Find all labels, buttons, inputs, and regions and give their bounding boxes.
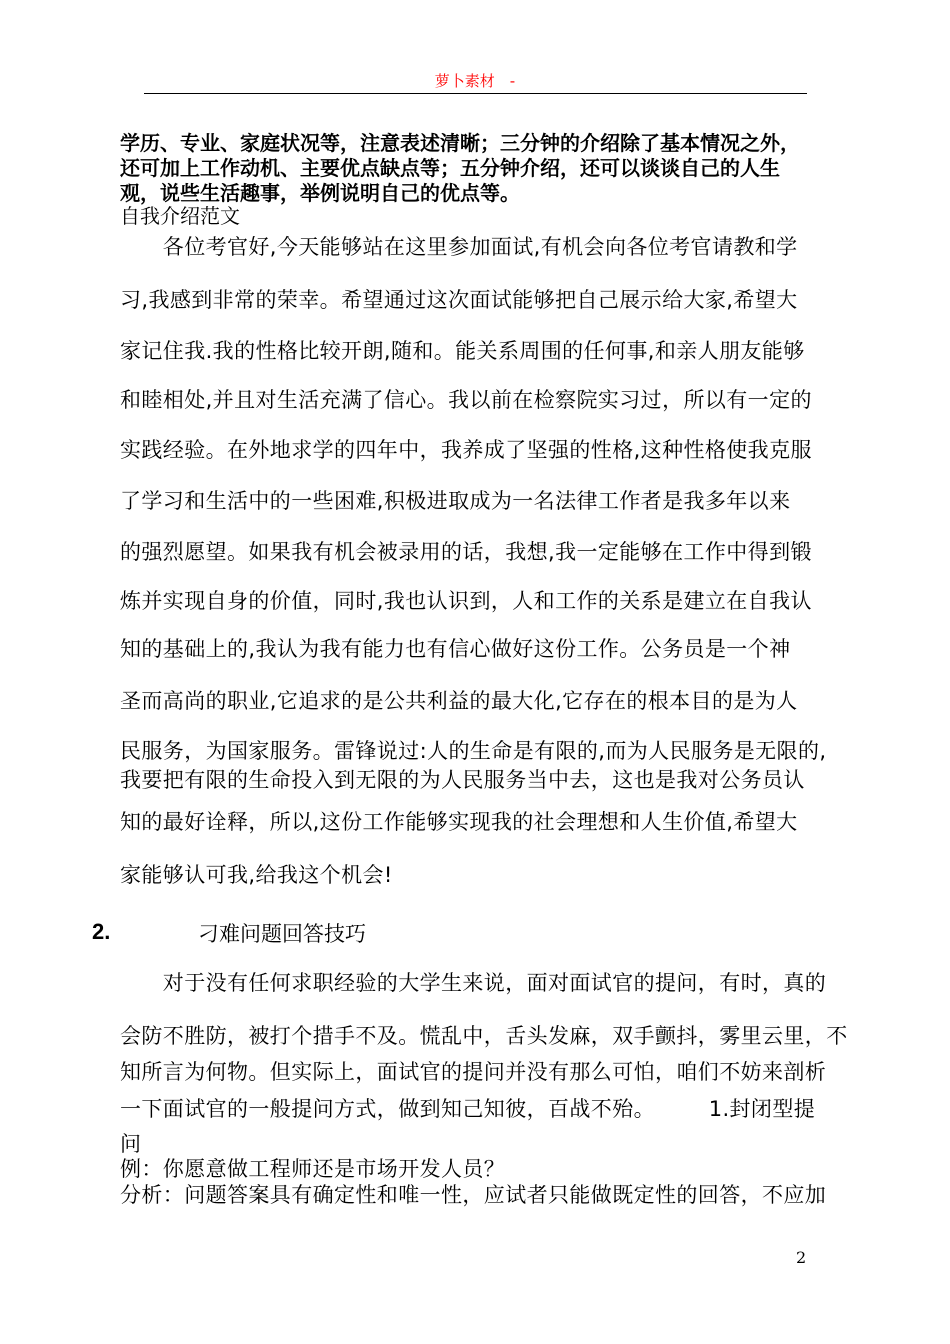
header-divider	[144, 93, 807, 94]
sample-line: 家能够认可我,给我这个机会!	[120, 863, 393, 887]
sample-title: 自我介绍范文	[120, 204, 240, 228]
section-line: 对于没有任何求职经验的大学生来说，面对面试官的提问，有时，真的	[120, 971, 827, 995]
section-line: 问	[120, 1132, 142, 1156]
section-number: 2.	[92, 919, 111, 944]
section-title: 刁难问题回答技巧	[198, 922, 366, 946]
section-line: 分析：问题答案具有确定性和唯一性，应试者只能做既定性的回答，不应加	[120, 1183, 827, 1207]
intro-line: 还可加上工作动机、主要优点缺点等；五分钟介绍，还可以谈谈自己的人生	[120, 156, 780, 180]
sample-line: 民服务，为国家服务。雷锋说过:人的生命是有限的,而为人民服务是无限的,	[120, 739, 827, 763]
section-line: 知所言为何物。但实际上，面试官的提问并没有那么可怕，咱们不妨来剖析	[120, 1060, 827, 1084]
sample-line: 知的最好诠释，所以,这份工作能够实现我的社会理想和人生价值,希望大	[120, 810, 798, 834]
section-line: 例：你愿意做工程师还是市场开发人员？	[120, 1157, 506, 1181]
section-line: 一下面试官的一般提问方式，做到知己知彼，百战不殆。 1.封闭型提	[120, 1097, 816, 1121]
sample-line: 我要把有限的生命投入到无限的为人民服务当中去，这也是我对公务员认	[120, 768, 805, 792]
page-header: 萝卜素材 -	[434, 72, 516, 90]
sample-line: 和睦相处,并且对生活充满了信心。我以前在检察院实习过，所以有一定的	[120, 388, 812, 412]
sample-line: 实践经验。在外地求学的四年中，我养成了坚强的性格,这种性格使我克服	[120, 438, 812, 462]
intro-line: 学历、专业、家庭状况等，注意表述清晰；三分钟的介绍除了基本情况之外，	[120, 131, 800, 155]
sample-line: 了学习和生活中的一些困难,积极进取成为一名法律工作者是我多年以来	[120, 489, 791, 513]
sample-line: 知的基础上的,我认为我有能力也有信心做好这份工作。公务员是一个神	[120, 637, 791, 661]
sample-line: 的强烈愿望。如果我有机会被录用的话，我想,我一定能够在工作中得到锻	[120, 540, 812, 564]
page-number: 2	[796, 1248, 807, 1267]
sample-line: 圣而高尚的职业,它追求的是公共利益的最大化,它存在的根本目的是为人	[120, 689, 798, 713]
sample-line: 习,我感到非常的荣幸。希望通过这次面试能够把自己展示给大家,希望大	[120, 288, 798, 312]
section-line: 会防不胜防，被打个措手不及。慌乱中，舌头发麻，双手颤抖，雾里云里，不	[120, 1024, 848, 1048]
sample-line: 各位考官好,今天能够站在这里参加面试,有机会向各位考官请教和学	[120, 235, 798, 259]
sample-line: 家记住我.我的性格比较开朗,随和。能关系周围的任何事,和亲人朋友能够	[120, 339, 805, 363]
intro-line: 观，说些生活趣事，举例说明自己的优点等。	[120, 181, 520, 205]
sample-line: 炼并实现自身的价值，同时,我也认识到，人和工作的关系是建立在自我认	[120, 589, 812, 613]
